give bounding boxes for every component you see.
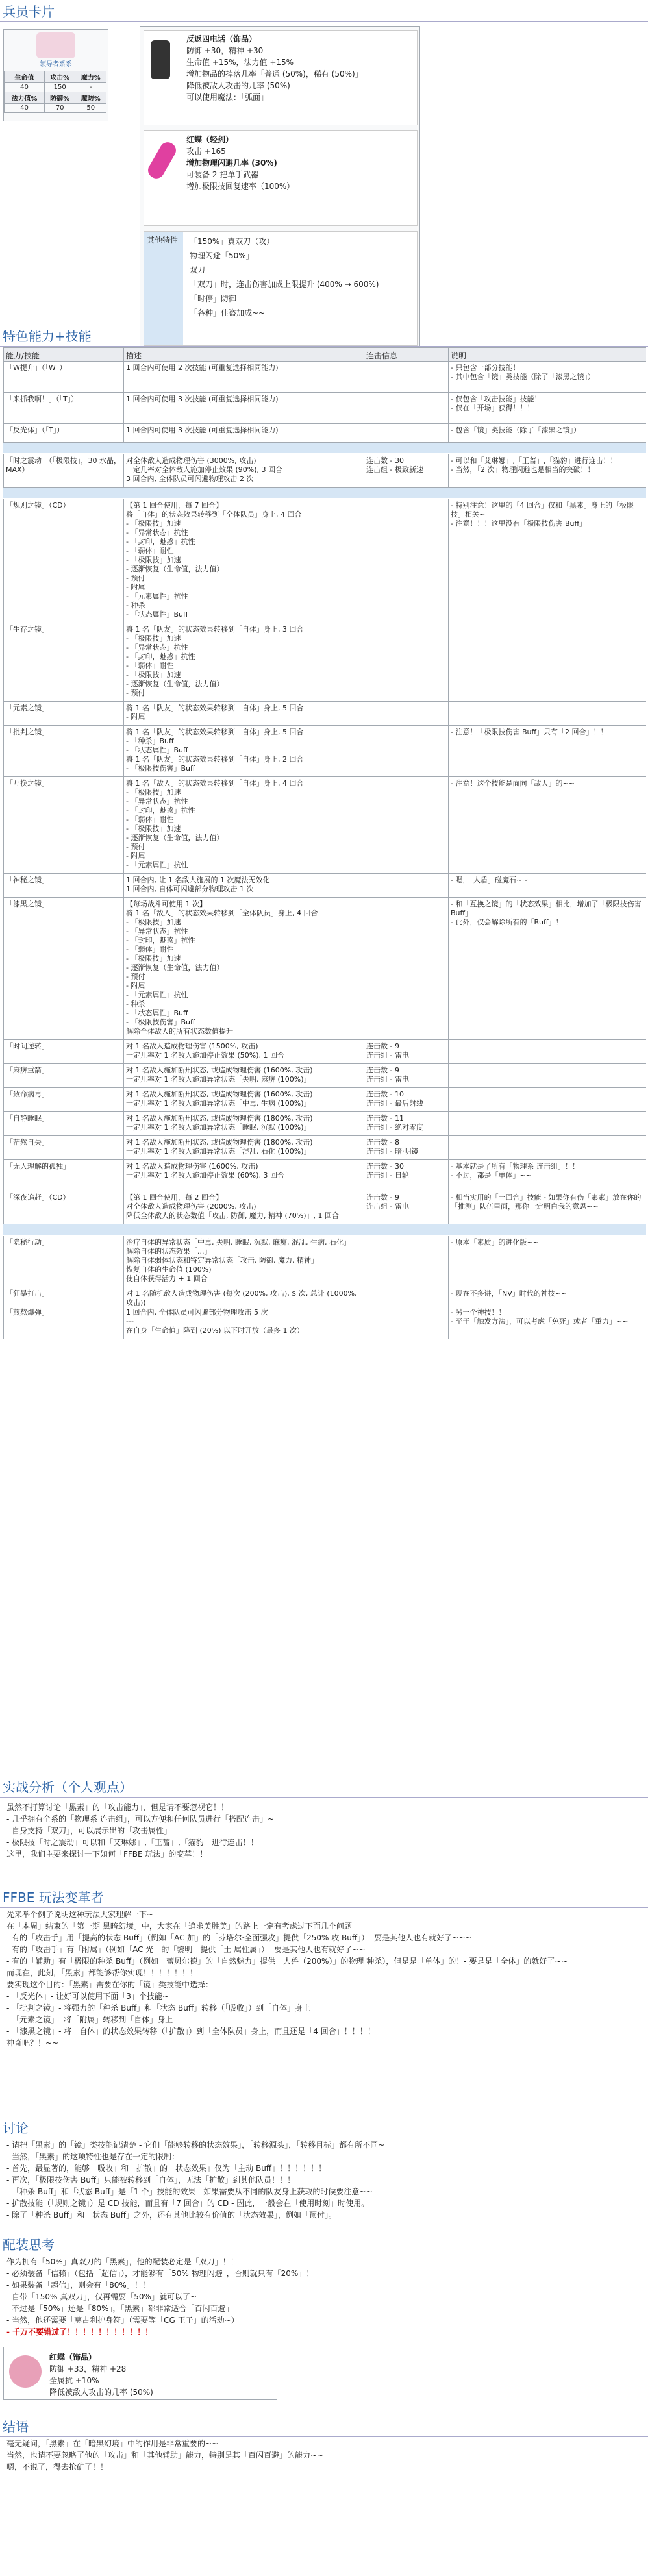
cell-note xyxy=(448,1136,646,1159)
text-line: - 「元素之镜」- 将「附属」转移到「自体」身上 xyxy=(6,2015,173,2024)
text-line: - 有的「攻击手」有「附属」（例如「AC 光」的「黎明」提供「土 属性属」）- 要是其他人也有就好了~~ xyxy=(6,1945,366,1954)
cell-desc: 【第 1 回合使用，每 2 回合】 对全体敌人造成物理伤害 (2000%, 攻击) 降低全体敌人的状态数值「攻击, 防御, 魔力, 精神 (70%)」, 1 回合 xyxy=(123,1191,364,1224)
trait-line: 「时停」防御 xyxy=(190,294,237,303)
table-row xyxy=(3,424,646,443)
text-line: - 几乎拥有全系的「物理系 连击组」，可以方便和任何队员进行「搭配连击」~ xyxy=(6,1814,275,1824)
cell-note: - 相当实用的「一回合」技能 - 如果你有伤「素素」放在你的「推测」队伍里面，那你一定明白我的意思~~ xyxy=(448,1191,646,1224)
text-line: - 「批判之镜」- 将强力的「种杀 Buff」和「状态 Buff」转移（「吸收」）到「自体」身上 xyxy=(6,2003,311,2012)
text-line: - 扩散技能（「规则之镜」）是 CD 技能，而且有「7 回合」的 CD - 因此，一般会在「使用时刻」时使用。 xyxy=(6,2199,369,2208)
cell-name: 「致命病毒」 xyxy=(3,1088,123,1111)
table-row xyxy=(3,623,646,702)
cell-name: 「互换之镜」 xyxy=(3,777,123,873)
item-line: 全属抗 +10% xyxy=(49,2376,99,2385)
cell-desc: 将 1 名「队友」的状态效果转移到「自体」身上, 5 回合 - 「种杀」Buff - 「状态属性」Buff 将 1 名「队友」的状态效果转移到「自体」身上, 2 回合 - 「极限技伤害」Buff xyxy=(123,726,364,776)
text-line: - 自身支持「双刀」，可以展示出的「攻击属性」 xyxy=(6,1826,172,1835)
equip-line: 生命值 +15%，法力值 +15% xyxy=(186,58,294,67)
item-line: 降低被敌人攻击的几率 (50%) xyxy=(49,2388,153,2397)
item-line: 防御 +33，精神 +28 xyxy=(49,2364,127,2373)
cell-note xyxy=(448,1040,646,1063)
item-name: 红蝶（饰品） xyxy=(49,2353,97,2362)
cell-name: 「茫然自失」 xyxy=(3,1136,123,1159)
text-line: 要实现这个目的：「黑素」需要在你的「镜」类技能中选择： xyxy=(6,1980,214,1989)
table-row xyxy=(3,1287,646,1306)
stat-value: 50 xyxy=(75,104,106,113)
unit-portrait xyxy=(36,32,75,58)
cell-desc: 对 1 名敌人施加断刑状态, 或造成物理伤害 (1800%, 攻击) 一定几率对 1 名敌人施加异常状态「睡眠, 沉默 (100%)」 xyxy=(123,1112,364,1135)
cell-desc: 将 1 名「敌人」的状态效果转移到「自体」身上, 4 回合 - 「极限技」加速 - 「异常状态」抗性 - 「封印，魅惑」抗性 - 「弱体」耐性 - 「极限技」加速 - 逐渐恢复（生命值，法力值） - 预付 - 附属 - 「元素属性」抗性 xyxy=(123,777,364,873)
table-row xyxy=(3,1112,646,1136)
text-line: - 「反光体」- 让好可以使用下面「3」个技能~ xyxy=(6,1992,169,2001)
discuss-text xyxy=(6,2139,643,2221)
equip-line: 防御 +30，精神 +30 xyxy=(186,46,264,55)
cell-name: 「元素之镜」 xyxy=(3,702,123,725)
equip-line: 攻击 +165 xyxy=(186,147,226,156)
cell-name: 「漆黑之镜」 xyxy=(3,898,123,1039)
cell-name: 「W提升」（「W」） xyxy=(3,362,123,392)
cell-chain xyxy=(364,1236,448,1287)
cell-chain: 连击数 - 8 连击组 - 暗·明镜 xyxy=(364,1136,448,1159)
cell-chain: 连击数 - 9 连击组 - 雷电 xyxy=(364,1040,448,1063)
equip-line: 降低被敌人攻击的几率 (50%) xyxy=(186,81,290,90)
cell-chain: 连击数 - 11 连击组 - 绝对零度 xyxy=(364,1112,448,1135)
cell-chain: 连击数 - 30 连击组 - 极致新速 xyxy=(364,454,448,487)
table-row xyxy=(3,1040,646,1064)
cell-name: 「煎熬爆弹」 xyxy=(3,1306,123,1339)
equip-name: 反返四电话（饰品） xyxy=(186,34,257,43)
stat-head: 魔力% xyxy=(75,71,106,83)
cell-chain: 连击数 - 9 连击组 - 雷电 xyxy=(364,1064,448,1087)
end-text xyxy=(6,2438,643,2473)
stat-head: 攻击% xyxy=(44,71,75,83)
cell-chain xyxy=(364,499,448,623)
cell-chain xyxy=(364,898,448,1039)
separator xyxy=(3,1224,646,1235)
stat-value: - xyxy=(75,83,106,92)
cell-note: - 只包含一部分技能！ - 其中包含「镜」类技能（除了「漆黑之镜」） xyxy=(448,362,646,392)
text-line: 作为拥有「50%」真双刀的「黑素」，他的配装必定是「双刀」！！ xyxy=(6,2257,238,2266)
cell-chain: 连击数 - 9 连击组 - 雷电 xyxy=(364,1191,448,1224)
cell-desc: 对 1 名敌人施加断刑状态, 或造成物理伤害 (1800%, 攻击) 一定几率对 1 名敌人施加异常状态「混乱, 石化 (100%)」 xyxy=(123,1136,364,1159)
unit-name: 领导者系系 xyxy=(40,61,72,68)
cell-chain xyxy=(364,702,448,725)
text-line: - 不过是「50%」还是「80%」，「黑素」都非常适合「百闪百避」 xyxy=(6,2304,234,2313)
text-line: - 如果装备「超信」，则会有「80%」！！ xyxy=(6,2281,150,2290)
cell-chain: 连击数 - 10 连击组 - 最后射线 xyxy=(364,1088,448,1111)
table-row xyxy=(3,1306,646,1339)
cell-desc: 对 1 名敌人施加断刑状态, 或造成物理伤害 (1600%, 攻击) 一定几率对 1 名敌人施加异常状态「失明, 麻痹 (100%)」 xyxy=(123,1064,364,1087)
text-line: - 「漆黑之镜」- 将「自体」的状态效果转移（「扩散」）到「全体队员」身上，而且还是「4 回合」！！！！ xyxy=(6,2027,375,2036)
cell-desc: 将 1 名「队友」的状态效果转移到「自体」身上, 5 回合 - 附属 xyxy=(123,702,364,725)
cell-note: - 原本「素质」的进化版~~ xyxy=(448,1236,646,1287)
cell-name: 「神秘之镜」 xyxy=(3,874,123,897)
table-row xyxy=(3,454,646,488)
cell-desc: 1 回合内可使用 2 次技能 (可重复选择相同能力) xyxy=(123,362,364,392)
stat-value: 40 xyxy=(5,104,45,113)
text-line: 这里，我们主要来探讨一下如何「FFBE 玩法」的变革！！ xyxy=(6,1850,208,1859)
cell-note xyxy=(448,702,646,725)
cell-desc: 治疗自体的异常状态「中毒, 失明, 睡眠, 沉默, 麻痹, 混乱, 生病, 石化」 解除自体的状态效果「...」 解除自体弱体状态和特定异常状态「攻击, 防御, 魔力, 精神」 恢复自体的生命值 (100%) 使自体获得活力 + 1 回合 xyxy=(123,1236,364,1287)
table-row xyxy=(3,874,646,898)
table-row xyxy=(3,362,646,393)
stat-value: 40 xyxy=(5,83,45,92)
cell-desc: 【每场战斗可使用 1 次】 将 1 名「敌人」的状态效果转移到「全体队员」身上, 4 回合 - 「极限技」加速 - 「异常状态」抗性 - 「封印，魅惑」抗性 - 「弱体」耐性 - 「极限技」加速 - 逐渐恢复（生命值，法力值） - 预付 - 附属 - 「元素属性」抗性 - 种杀 - 「状态属性」Buff - 「极限技伤害」Buff 解除全体敌人的所有状态数值提升 xyxy=(123,898,364,1039)
cell-desc: 对 1 名敌人造成物理伤害 (1500%, 攻击) 一定几率对 1 名敌人施加停止效果 (50%), 1 回合 xyxy=(123,1040,364,1063)
separator xyxy=(3,443,646,453)
column-header: 描述 xyxy=(123,348,364,361)
table-row xyxy=(3,1088,646,1112)
cell-desc: 对 1 名敌人施加断刑状态, 或造成物理伤害 (1600%, 攻击) 一定几率对 1 名敌人施加异常状态「中毒, 生病 (100%)」 xyxy=(123,1088,364,1111)
cell-desc: 1 回合内, 全体队员可闪避部分物理攻击 5 次 --- 在自身「生命值」降到 (20%) 以下时开放（最多 1 次） xyxy=(123,1306,364,1339)
cell-note: - 特别注意！这里的「4 回合」仅和「黑素」身上的「极限技」相关~ - 注意！！！这里没有「极限技伤害 Buff」 xyxy=(448,499,646,623)
table-row xyxy=(3,726,646,777)
equip-line: 增加物理闪避几率 (30%) xyxy=(186,158,277,167)
cell-note xyxy=(448,1112,646,1135)
text-line: - 有的「攻击手」用「提高的状态 Buff」（例如「AC 加」的「芬塔尔·全面强攻」提供「250% 攻 Buff」）- 要是其他人也有就好了~~~ xyxy=(6,1933,472,1942)
cell-desc: 【第 1 回合使用，每 7 回合】 将「自体」的状态效果转移到「全体队员」身上, 4 回合 - 「极限技」加速 - 「异常状态」抗性 - 「封印，魅惑」抗性 - 「弱体」耐性 - 「极限技」加速 - 逐渐恢复（生命值，法力值） - 预付 - 附属 - 「元素属性」抗性 - 种杀 - 「状态属性」Buff xyxy=(123,499,364,623)
table-row xyxy=(3,1160,646,1191)
analysis-text xyxy=(6,1802,643,1860)
cell-chain xyxy=(364,1287,448,1306)
text-line: - 再次，「极限技伤害 Buff」只能被转移到「自体」，无法「扩散」到其他队员！！！ xyxy=(6,2175,295,2185)
cell-note: - 基本就是了所有「物理系 连击组」！！ - 不过，都是「单体」~~ xyxy=(448,1160,646,1191)
cell-desc: 将 1 名「队友」的状态效果转移到「自体」身上, 3 回合 - 「极限技」加速 - 「异常状态」抗性 - 「封印，魅惑」抗性 - 「弱体」耐性 - 「极限技」加速 - 逐渐恢复（生命值，法力值） - 预付 xyxy=(123,623,364,701)
cell-name: 「规则之镜」（CD） xyxy=(3,499,123,623)
cell-note: - 和「互换之镜」的「状态效果」相比，增加了「极限技伤害 Buff」 - 此外，仅会解除所有的「Buff」！ xyxy=(448,898,646,1039)
cell-name: 「隐秘行动」 xyxy=(3,1236,123,1287)
trait-line: 「150%」真双刀（攻） xyxy=(190,237,275,246)
text-line: - 有的「辅助」有「极限的种杀 Buff」（例如「蕾贝尔德」的「自然魅力」提供「人兽（200%）」的物理 种杀），但是是「单体」的！- 要是是「全体」的就好了~~ xyxy=(6,1957,568,1966)
section-title: FFBE 玩法变革者 xyxy=(0,1886,648,1908)
trait-line: 「各种」佳盗加成~~ xyxy=(190,308,266,317)
cell-name: 「批判之镜」 xyxy=(3,726,123,776)
text-line: 神奇吧？！~~ xyxy=(6,2038,59,2048)
text-line: 毫无疑问，「黑素」在「暗黑幻境」中的作用是非常重要的~~ xyxy=(6,2439,219,2448)
section-title: 配装思考 xyxy=(0,2233,648,2255)
cell-note: - 可以和「艾琳娜」,「王蔷」,「猫豹」进行连击！！ - 当然，「2 次」物理闪避也是相当的突破！！ xyxy=(448,454,646,487)
cell-chain: 连击数 - 30 连击组 - 日轮 xyxy=(364,1160,448,1191)
trait-line: 物理闪避「50%」 xyxy=(190,251,254,260)
cell-name: 「深夜追赶」（CD） xyxy=(3,1191,123,1224)
text-line: 而现在，此刻，「黑素」都能够帮你实现！！！！！！！ xyxy=(6,1968,198,1977)
cell-chain xyxy=(364,777,448,873)
table-row xyxy=(3,499,646,623)
text-line: - 「种杀 Buff」和「状态 Buff」是「1 个」技能的效果 - 如果需要从不同的队友身上获取的时候要注意~~ xyxy=(6,2187,373,2196)
text-line: 嗯，不说了，得去抢矿了！！ xyxy=(6,2462,108,2471)
cell-note: - 另一个神技！！ - 至于「触发方法」，可以考虑「免死」或者「重力」~~ xyxy=(448,1306,646,1339)
cell-chain xyxy=(364,393,448,423)
equip-line: 增加极限技回复速率（100%） xyxy=(186,182,295,191)
cell-desc: 1 回合内, 让 1 名敌人施展的 1 次魔法无效化 1 回合内, 自体可闪避部分物理攻击 1 次 xyxy=(123,874,364,897)
cell-note: - 现在不多讲，「NV」时代的神技~~ xyxy=(448,1287,646,1306)
text-line: 先来举个例子说明这种玩法大家理解一下~ xyxy=(6,1910,154,1919)
stat-head: 法力值% xyxy=(5,92,45,104)
item-card xyxy=(3,2347,277,2400)
sword-icon xyxy=(145,140,179,181)
cell-note: - 嗯，「人盾」碰魔石~~ xyxy=(448,874,646,897)
stat-head: 魔防% xyxy=(75,92,106,104)
column-header: 能力/技能 xyxy=(3,348,123,361)
table-row xyxy=(3,1191,646,1224)
cell-chain xyxy=(364,726,448,776)
ffbe-text xyxy=(6,1909,643,2049)
section-title: 实战分析（个人观点） xyxy=(0,1776,648,1798)
cell-name: 「时间逆转」 xyxy=(3,1040,123,1063)
text-line: - 自带「150% 真双刀」，仅再需要「50%」就可以了~ xyxy=(6,2292,197,2301)
trait-line: 双刀 xyxy=(190,266,206,275)
cell-name: 「来抓我啊！」（「T」） xyxy=(3,393,123,423)
cell-note: - 包含「镜」类技能（除了「漆黑之镜」） xyxy=(448,424,646,442)
cell-desc: 对 1 名敌人造成物理伤害 (1600%, 攻击) 一定几率对 1 名敌人施加停止效果 (60%), 3 回合 xyxy=(123,1160,364,1191)
equip-item xyxy=(144,130,418,226)
table-row xyxy=(3,898,646,1040)
table-row xyxy=(3,1136,646,1160)
text-line: - 当然，「黑素」的这项特性也是存在一定的限制： xyxy=(6,2152,180,2161)
section-title: 结语 xyxy=(0,2415,648,2437)
text-line: 当然，也请不要忽略了他的「攻击」和「其他辅助」能力，特别是其「百闪百避」的能力~~ xyxy=(6,2451,324,2460)
text-line: - 必须装备「信赖」（包括「超信」），才能够有「50% 物理闪避」，否则就只有「20%」！ xyxy=(6,2269,314,2278)
table-row xyxy=(3,393,646,424)
stat-head: 生命值 xyxy=(5,71,45,83)
equip-item xyxy=(144,30,418,125)
stat-value: 150 xyxy=(44,83,75,92)
table-row xyxy=(3,702,646,726)
equip-box xyxy=(140,26,420,352)
cell-name: 「狂暴打击」 xyxy=(3,1287,123,1306)
trait-line: 「双刀」时，连击伤害加成上限提升 (400% → 600%) xyxy=(190,280,379,289)
text-line: 虽然不打算讨论「黑素」的「攻击能力」，但是请不要忽视它！！ xyxy=(6,1803,229,1812)
cell-note: - 注意！「极限技伤害 Buff」只有「2 回合」！！ xyxy=(448,726,646,776)
cell-name: 「生存之镜」 xyxy=(3,623,123,701)
text-line: - 千万不要错过了！！！！！！！！！！！ xyxy=(6,2327,153,2336)
page-title: 兵员卡片 xyxy=(0,0,648,22)
cell-desc: 对全体敌人造成物理伤害 (3000%, 攻击) 一定几率对全体敌人施加停止效果 (90%), 3 回合 3 回合内, 全体队员可闪避物理攻击 2 次 xyxy=(123,454,364,487)
unit-card xyxy=(3,29,108,121)
stat-head: 防御% xyxy=(44,92,75,104)
equip-name: 红蝶（轻剑） xyxy=(186,135,234,144)
cell-note xyxy=(448,1064,646,1087)
stats-table xyxy=(4,71,106,113)
text-line: - 当然，他还需要「莫古利护身符」（需要等「CG 王子」的活动~） xyxy=(6,2316,239,2325)
cell-note xyxy=(448,623,646,701)
cell-note: - 仅包含「攻击技能」技能！ - 仅在「开场」获得！！！ xyxy=(448,393,646,423)
cell-chain xyxy=(364,424,448,442)
column-header: 说明 xyxy=(448,348,646,361)
cell-name: 「反光体」（「T」） xyxy=(3,424,123,442)
config-text xyxy=(6,2256,643,2338)
accessory-icon xyxy=(9,2355,42,2388)
equip-line: 可以使用魔法：「弧面」 xyxy=(186,93,269,102)
cell-name: 「自静睡眠」 xyxy=(3,1112,123,1135)
table-row xyxy=(3,777,646,874)
cell-desc: 1 回合内可使用 3 次技能 (可重复选择相同能力) xyxy=(123,424,364,442)
equip-line: 可装备 2 把单手武器 xyxy=(186,170,259,179)
cell-note xyxy=(448,1088,646,1111)
section-title: 讨论 xyxy=(0,2116,648,2138)
cell-chain xyxy=(364,362,448,392)
phone-icon xyxy=(151,40,170,79)
equip-line: 增加物品的掉落几率「普通 (50%)，稀有 (50%)」 xyxy=(186,69,363,79)
text-line: 在「本周」结束的「第一期 黑暗幻境」中，大家在「追求美胜美」的路上一定有考虑过下面几个问题 xyxy=(6,1922,352,1931)
cell-name: 「无人理解的孤独」 xyxy=(3,1160,123,1191)
cell-chain xyxy=(364,1306,448,1339)
cell-desc: 1 回合内可使用 3 次技能 (可重复选择相同能力) xyxy=(123,393,364,423)
cell-chain xyxy=(364,874,448,897)
text-line: - 请把「黑素」的「镜」类技能记清楚 - 它们「能够转移的状态效果」，「转移源头」，「转移目标」都有所不同~ xyxy=(6,2140,385,2149)
text-line: - 首先，最显著的，能够「吸收」和「扩散」的「状态效果」仅为「主动 Buff」！！！！！！ xyxy=(6,2164,327,2173)
section-title: 特色能力+技能 xyxy=(0,325,648,347)
table-header xyxy=(3,347,646,362)
cell-note: - 注意！这个技能是面向「敌人」的~~ xyxy=(448,777,646,873)
text-line: - 除了「种杀 Buff」和「状态 Buff」之外，还有其他比较有价值的「状态效果」，例如「预付」。 xyxy=(6,2211,336,2220)
cell-desc: 对 1 名随机敌人造成物理伤害 (每次 (200%, 攻击), $ 次, 总计 (1000%, 攻击)) xyxy=(123,1287,364,1306)
separator xyxy=(3,488,646,498)
cell-chain xyxy=(364,623,448,701)
cell-name: 「麻痹重箭」 xyxy=(3,1064,123,1087)
stat-value: 70 xyxy=(44,104,75,113)
cell-name: 「时之震动」（「极限技」，30 水晶，MAX） xyxy=(3,454,123,487)
column-header: 连击信息 xyxy=(364,348,448,361)
other-label: 其他特性 xyxy=(144,232,183,345)
text-line: - 极限技「时之震动」可以和「艾琳娜」,「王蔷」,「猫豹」进行连击！！ xyxy=(6,1838,258,1847)
table-row xyxy=(3,1064,646,1088)
table-row xyxy=(3,1236,646,1287)
